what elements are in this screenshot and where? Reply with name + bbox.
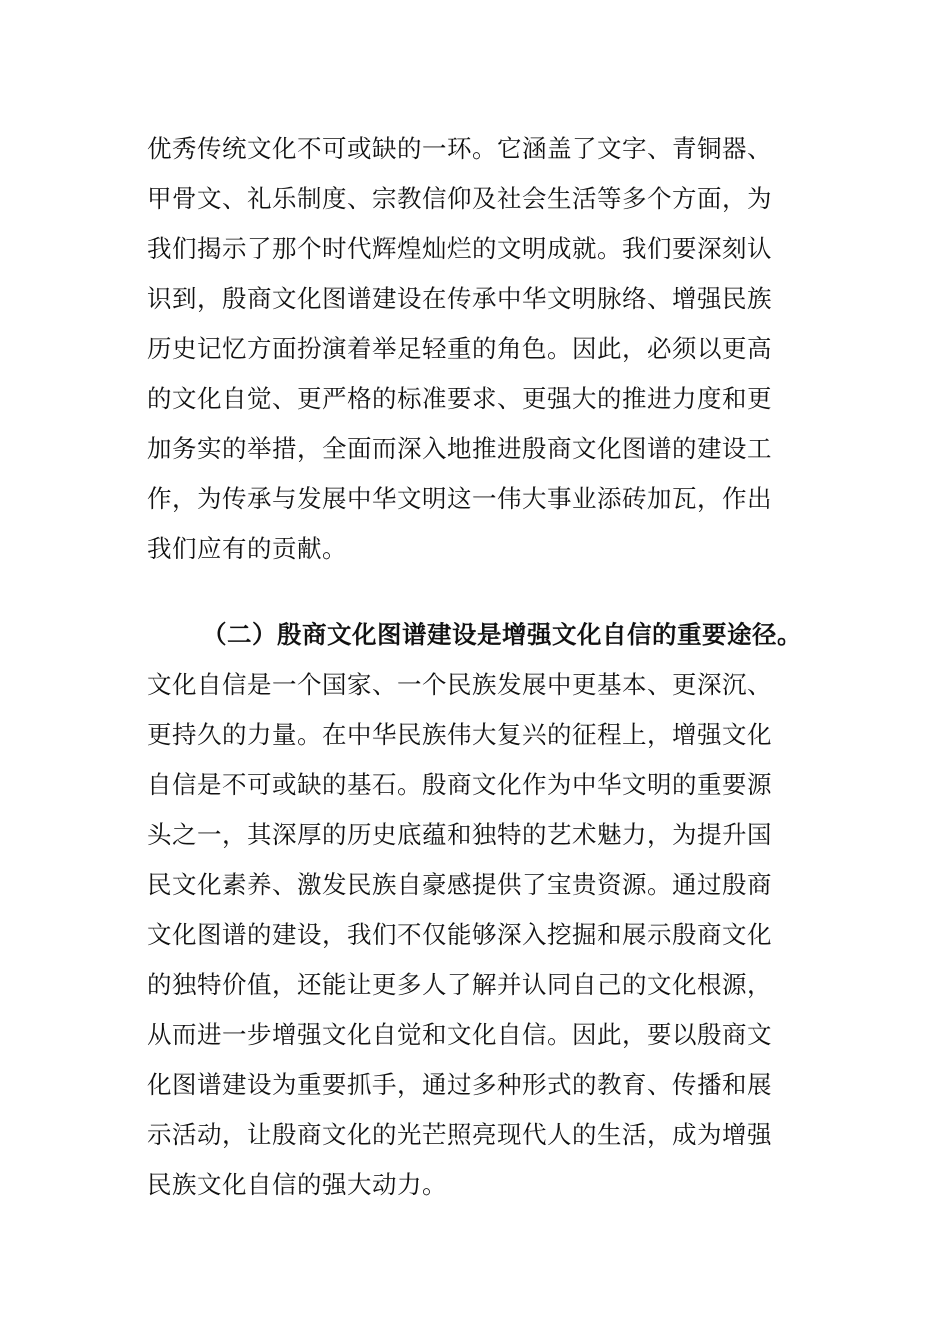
section-heading: （二）殷商文化图谱建设是增强文化自信的重要途径。 — [202, 620, 802, 649]
text-line: 加务实的举措，全面而深入地推进殷商文化图谱的建设工 — [147, 434, 772, 463]
text-line: 示活动，让殷商文化的光芒照亮现代人的生活，成为增强 — [147, 1120, 772, 1149]
text-line: 的文化自觉、更严格的标准要求、更强大的推进力度和更 — [147, 384, 772, 413]
text-line: 头之一，其深厚的历史底蕴和独特的艺术魅力，为提升国 — [147, 820, 772, 849]
text-line: 化图谱建设为重要抓手，通过多种形式的教育、传播和展 — [147, 1070, 772, 1099]
text-line: 我们应有的贡献。 — [147, 534, 347, 563]
text-line: 文化自信是一个国家、一个民族发展中更基本、更深沉、 — [147, 670, 772, 699]
text-line: 从而进一步增强文化自觉和文化自信。因此，要以殷商文 — [147, 1020, 772, 1049]
text-line: 更持久的力量。在中华民族伟大复兴的征程上，增强文化 — [147, 720, 772, 749]
text-line: 的独特价值，还能让更多人了解并认同自己的文化根源， — [147, 970, 772, 999]
text-line: 作，为传承与发展中华文明这一伟大事业添砖加瓦，作出 — [147, 484, 772, 513]
text-line: 自信是不可或缺的基石。殷商文化作为中华文明的重要源 — [147, 770, 772, 799]
text-line: 我们揭示了那个时代辉煌灿烂的文明成就。我们要深刻认 — [147, 234, 772, 263]
text-line: 历史记忆方面扮演着举足轻重的角色。因此，必须以更高 — [147, 334, 772, 363]
section-2 — [147, 610, 807, 1210]
text-line: 甲骨文、礼乐制度、宗教信仰及社会生活等多个方面，为 — [147, 184, 772, 213]
text-line: 识到，殷商文化图谱建设在传承中华文明脉络、增强民族 — [147, 284, 772, 313]
paragraph-1 — [147, 124, 807, 574]
text-line: 文化图谱的建设，我们不仅能够深入挖掘和展示殷商文化 — [147, 920, 772, 949]
text-line: 民文化素养、激发民族自豪感提供了宝贵资源。通过殷商 — [147, 870, 772, 899]
text-line: 优秀传统文化不可或缺的一环。它涵盖了文字、青铜器、 — [147, 134, 772, 163]
text-line: 民族文化自信的强大动力。 — [147, 1170, 447, 1199]
